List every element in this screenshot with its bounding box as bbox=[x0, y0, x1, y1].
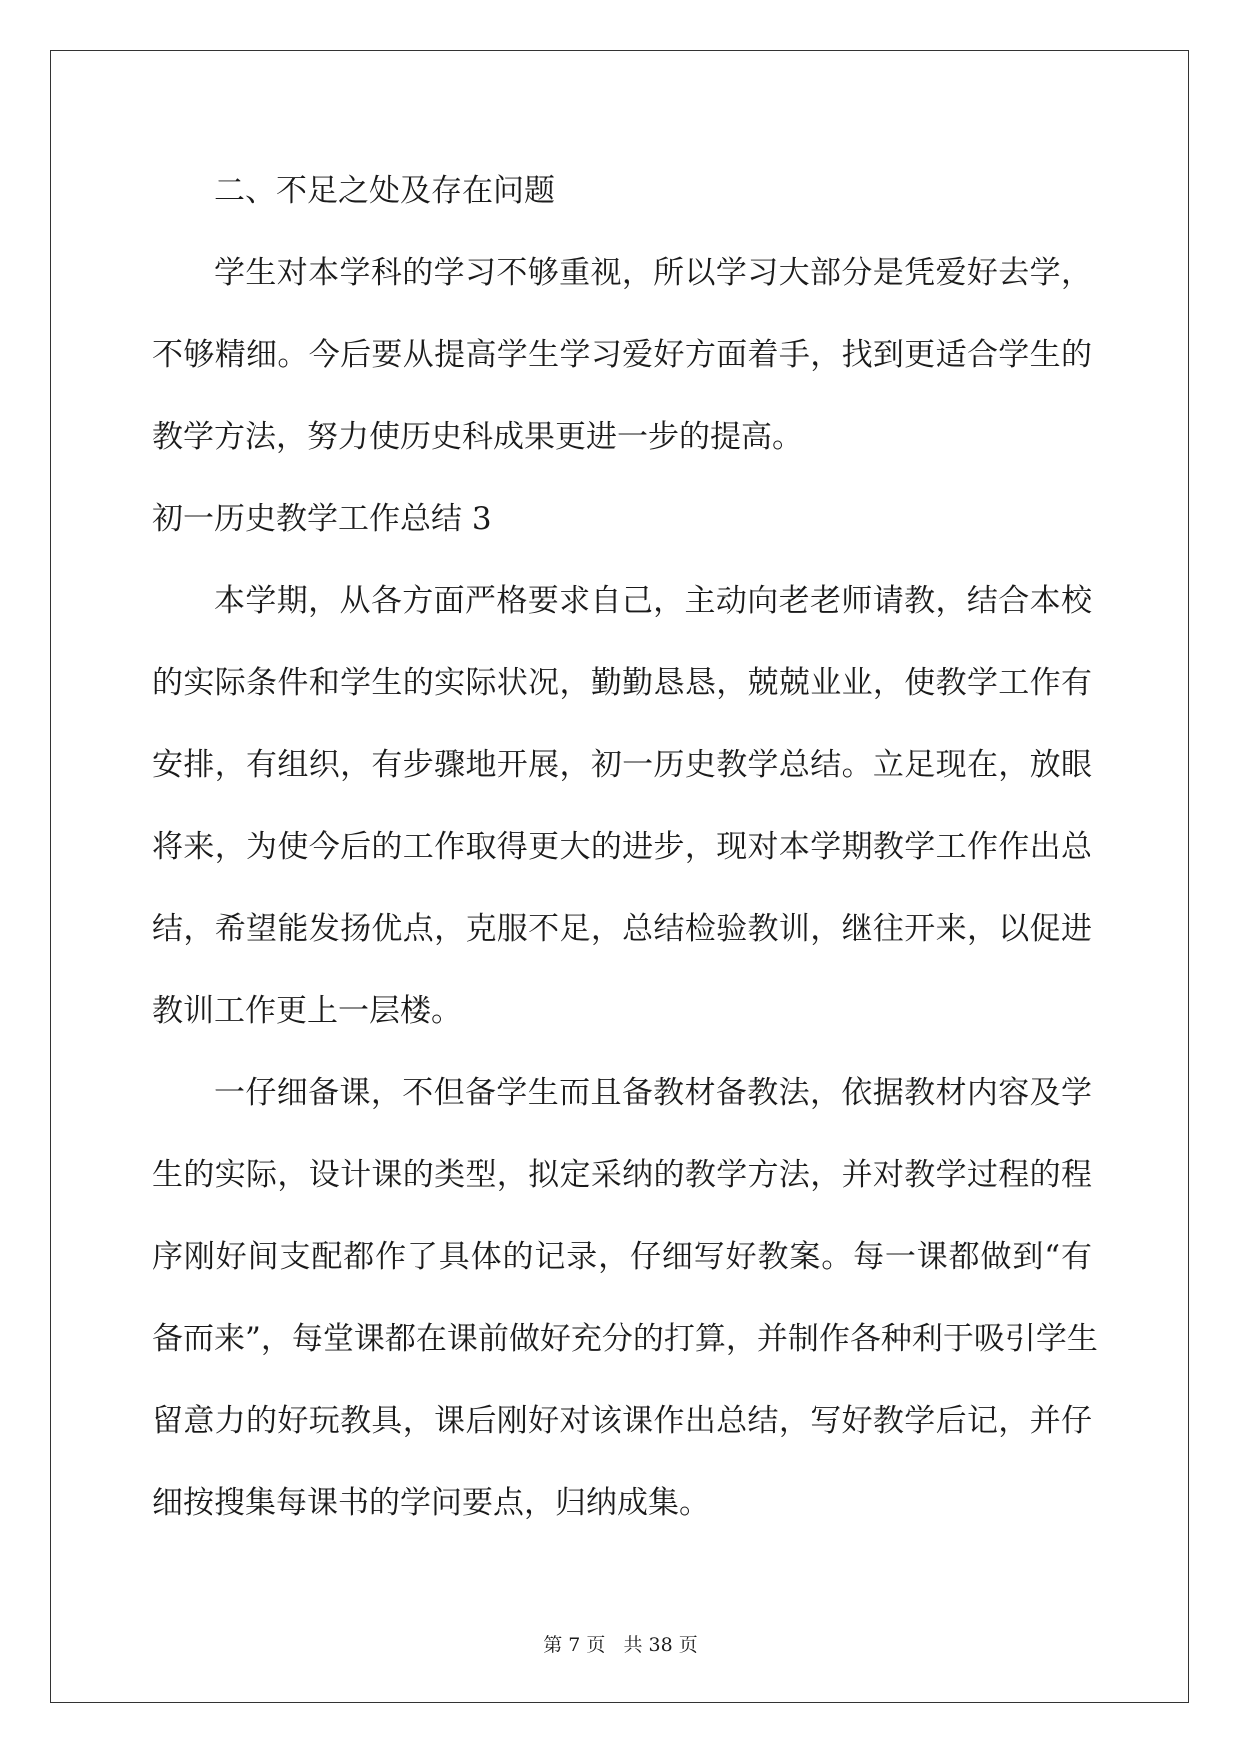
document-body bbox=[152, 160, 1098, 1554]
paragraph-line: 一仔细备课，不但备学生而且备教材备教法，依据教材内容及学 bbox=[214, 1075, 1092, 1111]
paragraph-line: 教学方法，努力使历史科成果更进一步的提高。 bbox=[152, 419, 803, 455]
paragraph-line: 生的实际，设计课的类型，拟定采纳的教学方法，并对教学过程的程 bbox=[152, 1157, 1092, 1193]
paragraph-line: 序刚好间支配都作了具体的记录，仔细写好教案。每一课都做到“有 bbox=[152, 1239, 1092, 1275]
section-heading: 二、不足之处及存在问题 bbox=[214, 173, 555, 209]
paragraph-line: 本学期，从各方面严格要求自己，主动向老老师请教，结合本校 bbox=[214, 583, 1092, 619]
page-number: 第 7 页 bbox=[543, 1634, 606, 1656]
paragraph-line: 留意力的好玩教具，课后刚好对该课作出总结，写好教学后记，并仔 bbox=[152, 1403, 1092, 1439]
paragraph-line: 教训工作更上一层楼。 bbox=[152, 993, 462, 1029]
paragraph-line: 备而来”，每堂课都在课前做好充分的打算，并制作各种利于吸引学生 bbox=[152, 1321, 1098, 1357]
page-total: 共 38 页 bbox=[623, 1634, 698, 1656]
page-footer bbox=[0, 1630, 1241, 1657]
paragraph-line: 结，希望能发扬优点，克服不足，总结检验教训，继往开来，以促进 bbox=[152, 911, 1092, 947]
paragraph-line: 细按搜集每课书的学问要点，归纳成集。 bbox=[152, 1485, 710, 1521]
paragraph-line: 安排，有组织，有步骤地开展，初一历史教学总结。立足现在，放眼 bbox=[152, 747, 1092, 783]
paragraph-line: 不够精细。今后要从提高学生学习爱好方面着手，找到更适合学生的 bbox=[152, 337, 1092, 373]
paragraph-line: 学生对本学科的学习不够重视，所以学习大部分是凭爱好去学， bbox=[214, 255, 1092, 291]
paragraph-line: 的实际条件和学生的实际状况，勤勤恳恳，兢兢业业，使教学工作有 bbox=[152, 665, 1092, 701]
article-title: 初一历史教学工作总结 3 bbox=[152, 501, 492, 537]
paragraph-line: 将来，为使今后的工作取得更大的进步，现对本学期教学工作作出总 bbox=[152, 829, 1092, 865]
